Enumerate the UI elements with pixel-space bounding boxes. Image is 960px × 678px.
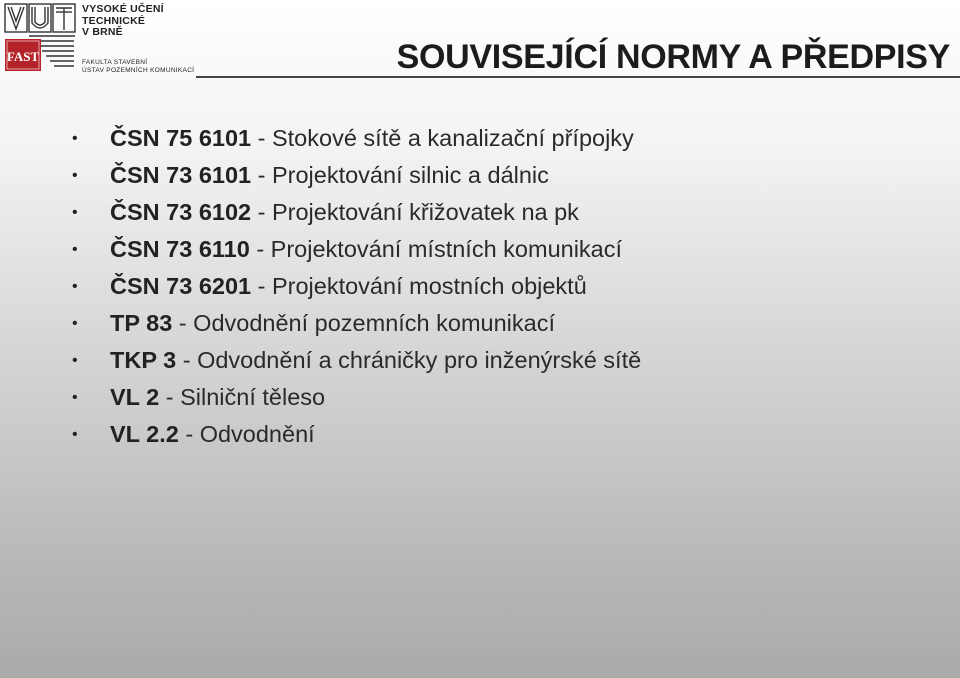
bullet-icon: • xyxy=(72,130,78,147)
university-name-line: VYSOKÉ UČENÍ xyxy=(82,3,164,15)
list-item xyxy=(72,120,641,157)
standard-title: - Odvodnění xyxy=(178,421,315,447)
list-item xyxy=(72,194,641,231)
slide-title: SOUVISEJÍCÍ NORMY A PŘEDPISY xyxy=(396,38,950,76)
standards-list xyxy=(72,120,641,453)
standard-code: TKP 3 xyxy=(110,347,177,373)
fast-logo-text: FAST xyxy=(6,49,40,64)
list-item xyxy=(72,416,641,453)
standard-code: VL 2.2 xyxy=(110,421,179,447)
list-item xyxy=(72,157,641,194)
bullet-icon: • xyxy=(72,315,78,332)
standard-code: ČSN 73 6102 xyxy=(110,199,252,225)
list-item xyxy=(72,268,641,305)
vut-logo-icon xyxy=(4,3,78,73)
standard-code: ČSN 73 6101 xyxy=(110,162,252,188)
standard-code: ČSN 73 6201 xyxy=(110,273,252,299)
bullet-icon: • xyxy=(72,167,78,184)
header-divider xyxy=(196,76,960,78)
standard-code: VL 2 xyxy=(110,384,160,410)
standard-title: - Odvodnění pozemních komunikací xyxy=(172,310,556,336)
bullet-icon: • xyxy=(72,352,78,369)
standard-code: ČSN 73 6110 xyxy=(110,236,250,262)
faculty-line: FAKULTA STAVEBNÍ xyxy=(82,59,148,66)
standard-code: ČSN 75 6101 xyxy=(110,125,252,151)
standard-title: - Projektování silnic a dálnic xyxy=(251,162,549,188)
university-name-line: V BRNĚ xyxy=(82,26,123,38)
faculty-name xyxy=(82,59,194,75)
standard-title: - Silniční těleso xyxy=(159,384,326,410)
list-item xyxy=(72,379,641,416)
bullet-icon: • xyxy=(72,426,78,443)
university-logo xyxy=(4,3,194,75)
bullet-icon: • xyxy=(72,241,78,258)
bullet-icon: • xyxy=(72,389,78,406)
slide-header xyxy=(0,0,960,80)
list-item xyxy=(72,231,641,268)
standard-title: - Odvodnění a chráničky pro inženýrské sítě xyxy=(176,347,642,373)
university-name-line: TECHNICKÉ xyxy=(82,14,146,27)
university-name xyxy=(82,4,164,39)
bullet-icon: • xyxy=(72,204,78,221)
bullet-icon: • xyxy=(72,278,78,295)
standard-code: TP 83 xyxy=(110,310,173,336)
faculty-line: ÚSTAV POZEMNÍCH KOMUNIKACÍ xyxy=(82,67,195,74)
standard-title: - Projektování křižovatek na pk xyxy=(251,199,579,225)
standard-title: - Stokové sítě a kanalizační přípojky xyxy=(251,125,634,151)
standard-title: - Projektování místních komunikací xyxy=(249,236,623,262)
list-item xyxy=(72,342,641,379)
standard-title: - Projektování mostních objektů xyxy=(251,273,587,299)
list-item xyxy=(72,305,641,342)
